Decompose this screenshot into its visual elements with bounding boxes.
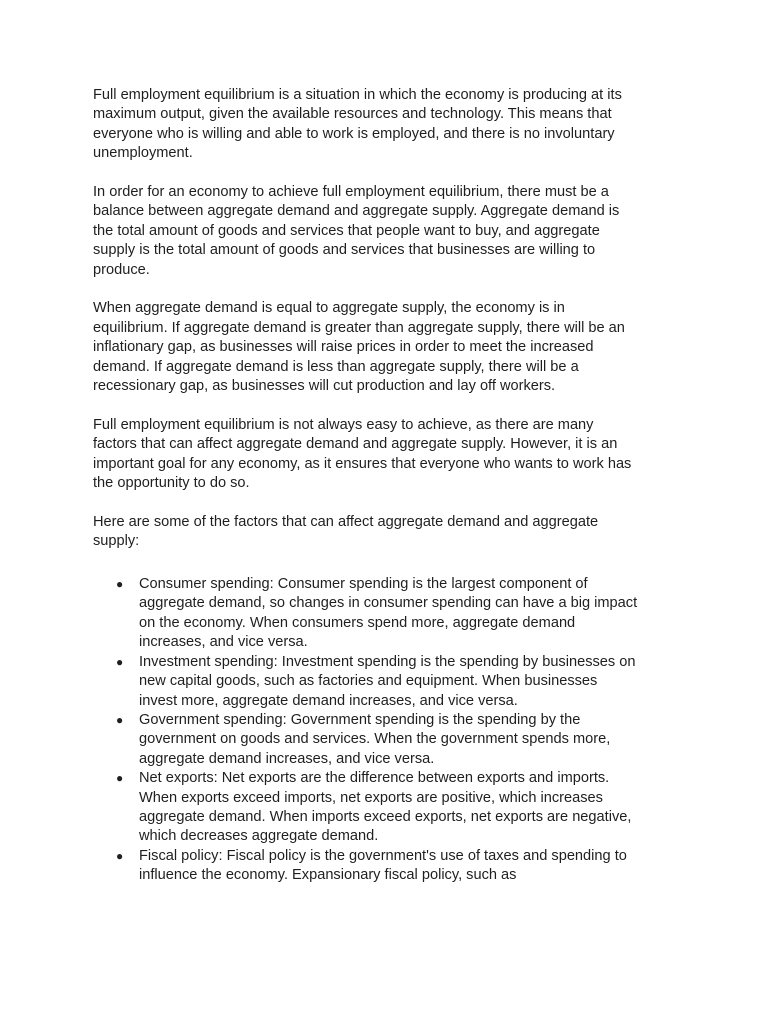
bullet-icon: ● <box>116 654 124 669</box>
paragraph-full-employment-definition: Full employment equilibrium is a situation in which the economy is producing at its maximum output, given the available resources and technology. This means that everyone who is willing and able to work is employed, and there is no involuntary unemployment. <box>93 87 622 162</box>
bullet-icon: ● <box>116 771 124 786</box>
list-item-text: Government spending: Government spending is the spending by the government on goods and services. When the government spends more, aggregate demand increases, and vice versa. <box>139 711 611 767</box>
bullet-icon: ● <box>116 577 124 592</box>
factors-list <box>93 575 638 886</box>
list-item-text: Fiscal policy: Fiscal policy is the government's use of taxes and spending to influence the economy. Expansionary fiscal policy, such as <box>139 847 627 884</box>
list-item-text: Net exports: Net exports are the difference between exports and imports. When exports exceed imports, net exports are positive, which increases aggregate demand. When imports exceed exports, net exports are negative, which decreases aggregate demand. <box>139 770 632 845</box>
list-item <box>93 711 638 769</box>
list-item-text: Investment spending: Investment spending is the spending by businesses on new capital goods, such as factories and equipment. When businesses invest more, aggregate demand increases, and vice versa. <box>139 653 636 709</box>
bullet-icon: ● <box>116 848 124 863</box>
paragraph-factors-intro: Here are some of the factors that can affect aggregate demand and aggregate supply: <box>93 513 599 550</box>
bullet-icon: ● <box>116 712 124 727</box>
paragraph-aggregate-balance: In order for an economy to achieve full employment equilibrium, there must be a balance between aggregate demand and aggregate supply. Aggregate demand is the total amount of goods and services that people want to buy, and aggregate supply is the total amount of goods and services that businesses are willing to produce. <box>93 184 620 278</box>
list-item <box>93 653 638 711</box>
list-item <box>93 769 638 847</box>
list-item <box>93 575 638 653</box>
paragraph-equilibrium-gaps: When aggregate demand is equal to aggregate supply, the economy is in equilibrium. If aggregate demand is greater than aggregate supply, there will be an inflationary gap, as businesses will raise prices in order to meet the increased demand. If aggregate demand is less than aggregate supply, there will be a recessionary gap, as businesses will cut production and lay off workers. <box>93 300 625 395</box>
paragraph-achievement-difficulty: Full employment equilibrium is not always easy to achieve, as there are many factors that can affect aggregate demand and aggregate supply. However, it is an important goal for any economy, as it ensures that everyone who wants to work has the opportunity to do so. <box>93 416 632 492</box>
document-page <box>93 86 638 882</box>
list-item <box>93 847 638 886</box>
list-item-text: Consumer spending: Consumer spending is the largest component of aggregate demand, so changes in consumer spending can have a big impact on the economy. When consumers spend more, aggregate demand increases, and vice versa. <box>139 576 638 651</box>
